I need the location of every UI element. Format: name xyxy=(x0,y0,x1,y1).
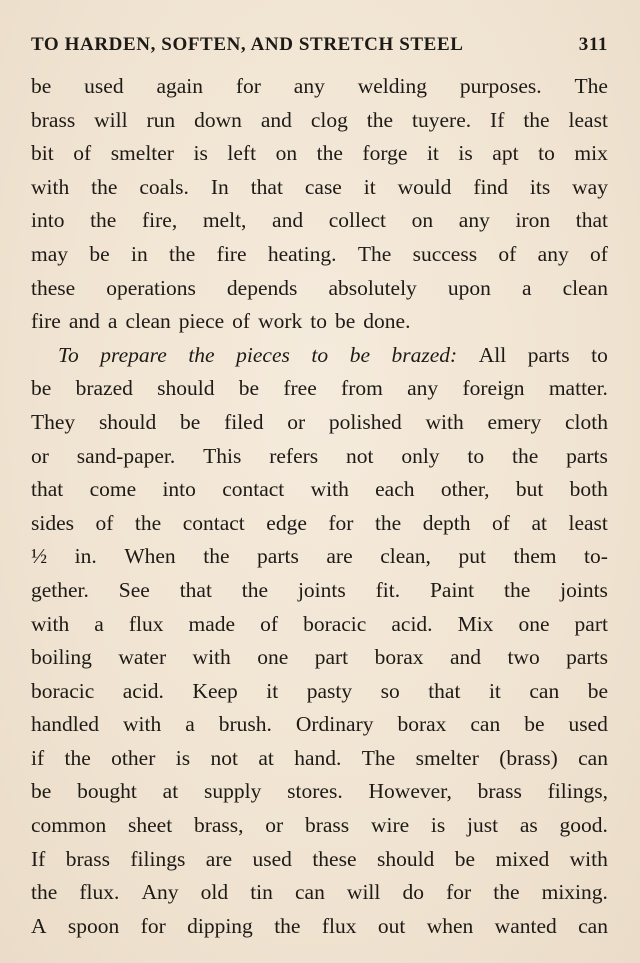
word: can xyxy=(578,745,608,770)
word: or xyxy=(31,443,49,468)
word: is xyxy=(430,813,446,838)
word: fire xyxy=(216,241,247,266)
word: but xyxy=(515,477,544,502)
word: case xyxy=(304,174,342,199)
word: that xyxy=(575,208,608,233)
word: can xyxy=(578,913,608,938)
word: to xyxy=(311,342,329,367)
word: welding xyxy=(357,74,427,98)
word: the xyxy=(493,880,520,905)
word: are xyxy=(205,846,233,871)
word: at xyxy=(162,779,179,804)
word: with xyxy=(123,712,162,737)
word: pasty xyxy=(306,678,353,703)
word: When xyxy=(124,544,176,569)
word: spoon xyxy=(67,913,120,938)
word: do xyxy=(402,880,424,905)
word: of xyxy=(95,510,114,535)
word: be xyxy=(524,712,545,737)
word: iron xyxy=(515,208,551,233)
word: come xyxy=(89,477,137,502)
word: for xyxy=(328,510,354,535)
word: part xyxy=(314,645,349,670)
word: forge xyxy=(362,141,408,166)
word: used xyxy=(568,712,608,737)
word: should xyxy=(98,409,157,434)
word: flux. xyxy=(79,880,120,905)
word: the xyxy=(169,241,196,266)
word: the xyxy=(504,577,531,602)
word: borax xyxy=(374,645,424,670)
word: matter. xyxy=(548,376,608,401)
word: the xyxy=(366,107,394,132)
word: down xyxy=(194,107,242,132)
word: If xyxy=(490,107,505,132)
word: filed xyxy=(224,409,264,434)
word: of xyxy=(498,241,517,266)
word: made xyxy=(188,611,236,636)
word: with xyxy=(425,409,464,434)
word: that xyxy=(428,678,461,703)
word: sheet xyxy=(128,813,173,838)
word: heating. xyxy=(267,241,337,266)
word: contact xyxy=(182,510,245,535)
word: again xyxy=(156,74,203,98)
word: into xyxy=(162,477,196,502)
word: old xyxy=(200,880,229,905)
word: clean, xyxy=(380,544,431,569)
word: mix xyxy=(574,141,608,166)
word: joints xyxy=(297,577,346,602)
word: will xyxy=(94,107,128,132)
word: refers xyxy=(269,443,319,468)
word: wanted xyxy=(494,913,557,938)
word: cloth xyxy=(564,409,608,434)
word: parts xyxy=(566,443,608,468)
word: that xyxy=(250,174,283,199)
word: parts xyxy=(527,342,570,367)
word: be xyxy=(587,678,608,703)
word: They xyxy=(31,409,76,434)
word: operations xyxy=(106,275,196,300)
word: to- xyxy=(584,544,608,569)
word: that xyxy=(31,477,64,502)
word: can xyxy=(470,712,501,737)
word: clean xyxy=(562,275,608,300)
word: work xyxy=(258,309,303,334)
word: The xyxy=(574,74,608,98)
word: sides xyxy=(31,510,74,535)
word: the xyxy=(31,880,58,905)
text-line xyxy=(31,540,608,574)
word: for xyxy=(140,913,166,938)
word: This xyxy=(203,443,242,468)
word: only xyxy=(401,443,440,468)
word: in. xyxy=(74,544,97,569)
word: The xyxy=(361,745,396,770)
word: be xyxy=(349,342,370,367)
word: one xyxy=(518,611,550,636)
word: the xyxy=(90,208,117,233)
word: of xyxy=(260,611,279,636)
text-line xyxy=(31,843,608,877)
word: prepare xyxy=(100,342,167,367)
word: supply xyxy=(204,779,262,804)
word: when xyxy=(426,913,474,938)
text-line xyxy=(31,675,608,709)
word: is xyxy=(193,141,208,166)
word: filings, xyxy=(547,779,608,804)
text-line xyxy=(31,137,608,171)
word: these xyxy=(31,275,76,300)
word: to xyxy=(310,309,327,334)
word: one xyxy=(257,645,289,670)
word: would xyxy=(397,174,452,199)
word: borax xyxy=(397,712,447,737)
word: brass xyxy=(304,813,350,838)
word: each xyxy=(375,477,415,502)
word: collect xyxy=(328,208,387,233)
word: on xyxy=(275,141,298,166)
word: with xyxy=(569,846,608,871)
word: smelter xyxy=(110,141,174,166)
word: should xyxy=(376,846,435,871)
text-line xyxy=(31,574,608,608)
word: the xyxy=(374,510,402,535)
word: wire xyxy=(370,813,410,838)
word: of xyxy=(590,241,608,266)
word: ½ xyxy=(31,544,48,569)
text-line xyxy=(31,742,608,776)
word: is xyxy=(175,745,191,770)
word: If xyxy=(31,846,46,871)
text-line xyxy=(31,876,608,910)
word: clog xyxy=(310,107,348,132)
word: or xyxy=(265,813,284,838)
text-line xyxy=(31,507,608,541)
text-line xyxy=(31,440,608,474)
word: with xyxy=(310,477,349,502)
word: out xyxy=(377,913,406,938)
word: way xyxy=(572,174,608,199)
word: a xyxy=(94,611,104,636)
word: least xyxy=(568,510,608,535)
word: part xyxy=(574,611,608,636)
word: the xyxy=(523,107,550,132)
word: these xyxy=(312,846,357,871)
word: coals. xyxy=(139,174,189,199)
word: its xyxy=(529,174,551,199)
word: to xyxy=(467,443,485,468)
word: brass xyxy=(477,779,522,804)
word: gether. xyxy=(31,577,89,602)
word: that xyxy=(179,577,212,602)
word: upon xyxy=(447,275,491,300)
word: the xyxy=(64,745,91,770)
word: bought xyxy=(77,779,137,804)
word: depends xyxy=(226,275,298,300)
word: not xyxy=(345,443,374,468)
word: a xyxy=(521,275,532,300)
word: is xyxy=(458,141,473,166)
word: be xyxy=(335,309,356,334)
word: smelter xyxy=(415,745,479,770)
word: be xyxy=(454,846,476,871)
word: melt, xyxy=(202,208,247,233)
text-line xyxy=(31,70,608,104)
word: any xyxy=(293,74,325,98)
word: brush. xyxy=(218,712,272,737)
word: of xyxy=(492,510,510,535)
word: fire, xyxy=(141,208,178,233)
word: success xyxy=(412,241,478,266)
word: water xyxy=(118,645,167,670)
word: mixed xyxy=(495,846,550,871)
word: mixing. xyxy=(541,880,608,905)
text-line xyxy=(31,406,608,440)
word: done. xyxy=(363,309,411,334)
word: in xyxy=(130,241,148,266)
running-head: TO HARDEN, SOFTEN, AND STRETCH STEEL xyxy=(31,34,464,55)
word: both xyxy=(569,477,608,502)
word: it xyxy=(488,678,501,703)
word: boracic xyxy=(31,678,95,703)
word: brass xyxy=(31,107,76,132)
text-line xyxy=(31,104,608,138)
word: not xyxy=(210,745,238,770)
word: may xyxy=(31,241,69,266)
word: for xyxy=(235,74,261,98)
word: be xyxy=(31,376,52,401)
word: with xyxy=(192,645,231,670)
word: as xyxy=(519,813,538,838)
word: To xyxy=(58,342,79,367)
text-line xyxy=(31,641,608,675)
word: bit xyxy=(31,141,54,166)
word: at xyxy=(531,510,547,535)
word: fit. xyxy=(375,577,401,602)
word: flux xyxy=(321,913,357,938)
word: See xyxy=(118,577,150,602)
word: any xyxy=(407,376,439,401)
word: tin xyxy=(250,880,273,905)
word: are xyxy=(326,544,353,569)
word: piece xyxy=(178,309,225,334)
word: of xyxy=(73,141,92,166)
word: should xyxy=(157,376,215,401)
word: just xyxy=(467,813,499,838)
text-line xyxy=(31,372,608,406)
word: emery xyxy=(487,409,542,434)
word: Any xyxy=(141,880,179,905)
word: joints xyxy=(560,577,608,602)
text-line xyxy=(31,809,608,843)
text-line xyxy=(31,171,608,205)
word: clean xyxy=(125,309,171,334)
body-text xyxy=(31,70,608,943)
word: and xyxy=(260,107,292,132)
word: can xyxy=(529,678,560,703)
word: common xyxy=(31,813,107,838)
word: hand. xyxy=(294,745,342,770)
word: be xyxy=(238,376,260,401)
word: used xyxy=(84,74,124,98)
word: a xyxy=(107,309,118,334)
page-header xyxy=(31,34,608,64)
word: and xyxy=(272,208,304,233)
word: with xyxy=(31,174,70,199)
word: be xyxy=(89,241,110,266)
text-line xyxy=(31,305,608,339)
word: stores. xyxy=(287,779,343,804)
word: the xyxy=(188,342,215,367)
word: tuyere. xyxy=(412,107,472,132)
word: brass, xyxy=(193,813,244,838)
text-line xyxy=(31,339,608,373)
text-line xyxy=(31,204,608,238)
word: free xyxy=(283,376,317,401)
word: from xyxy=(341,376,383,401)
word: edge xyxy=(266,510,307,535)
word: the xyxy=(511,443,539,468)
word: depth xyxy=(422,510,471,535)
word: Ordinary xyxy=(295,712,374,737)
text-line xyxy=(31,910,608,944)
word: with xyxy=(31,611,70,636)
word: it xyxy=(266,678,279,703)
word: be xyxy=(180,409,201,434)
word: the xyxy=(203,544,230,569)
word: filings xyxy=(130,846,186,871)
word: or xyxy=(287,409,306,434)
word: brazed xyxy=(75,376,133,401)
word: a xyxy=(185,712,195,737)
word: be xyxy=(31,74,52,98)
word: and xyxy=(449,645,482,670)
word: left xyxy=(227,141,257,166)
word: can xyxy=(294,880,325,905)
word: pieces xyxy=(236,342,290,367)
word: The xyxy=(357,241,392,266)
word: good. xyxy=(559,813,608,838)
word: the xyxy=(316,141,343,166)
word: of xyxy=(232,309,251,334)
word: handled xyxy=(31,712,100,737)
text-line xyxy=(31,608,608,642)
word: purposes. xyxy=(459,74,542,98)
word: any xyxy=(537,241,569,266)
word: any xyxy=(458,208,490,233)
word: In xyxy=(210,174,229,199)
word: it xyxy=(363,174,376,199)
word: so xyxy=(380,678,400,703)
word: flux xyxy=(128,611,164,636)
word: Mix xyxy=(457,611,494,636)
word: brass xyxy=(65,846,110,871)
text-line xyxy=(31,775,608,809)
word: the xyxy=(274,913,301,938)
word: other xyxy=(111,745,156,770)
word: the xyxy=(134,510,162,535)
word: run xyxy=(146,107,176,132)
word: sand-paper. xyxy=(76,443,176,468)
word: will xyxy=(346,880,381,905)
word: All xyxy=(478,342,507,367)
word: least xyxy=(568,107,608,132)
word: absolutely xyxy=(328,275,417,300)
word: fire xyxy=(31,309,61,334)
word: Keep xyxy=(192,678,238,703)
word: dipping xyxy=(187,913,253,938)
word: them xyxy=(513,544,557,569)
word: parts xyxy=(257,544,299,569)
word: to xyxy=(538,141,555,166)
word: to xyxy=(591,342,608,367)
word: put xyxy=(458,544,486,569)
word: it xyxy=(426,141,439,166)
word: two xyxy=(507,645,540,670)
word: acid. xyxy=(122,678,164,703)
word: find xyxy=(473,174,508,199)
word: apt xyxy=(492,141,519,166)
word: if xyxy=(31,745,45,770)
text-line xyxy=(31,238,608,272)
word: acid. xyxy=(391,611,433,636)
page-number: 311 xyxy=(578,34,608,55)
text-line xyxy=(31,272,608,306)
word: A xyxy=(31,913,47,938)
word: be xyxy=(31,779,52,804)
word: boracic xyxy=(303,611,367,636)
word: the xyxy=(91,174,118,199)
word: for xyxy=(446,880,472,905)
word: brazed: xyxy=(391,342,458,367)
word: boiling xyxy=(31,645,92,670)
word: (brass) xyxy=(499,745,558,770)
word: However, xyxy=(368,779,452,804)
word: polished xyxy=(328,409,402,434)
word: parts xyxy=(566,645,608,670)
word: Paint xyxy=(429,577,475,602)
word: and xyxy=(68,309,100,334)
word: foreign xyxy=(462,376,525,401)
text-line xyxy=(31,473,608,507)
word: the xyxy=(241,577,269,602)
text-line xyxy=(31,708,608,742)
word: used xyxy=(252,846,292,871)
word: at xyxy=(258,745,274,770)
word: on xyxy=(411,208,434,233)
word: contact xyxy=(222,477,285,502)
word: into xyxy=(31,208,65,233)
word: other, xyxy=(440,477,490,502)
